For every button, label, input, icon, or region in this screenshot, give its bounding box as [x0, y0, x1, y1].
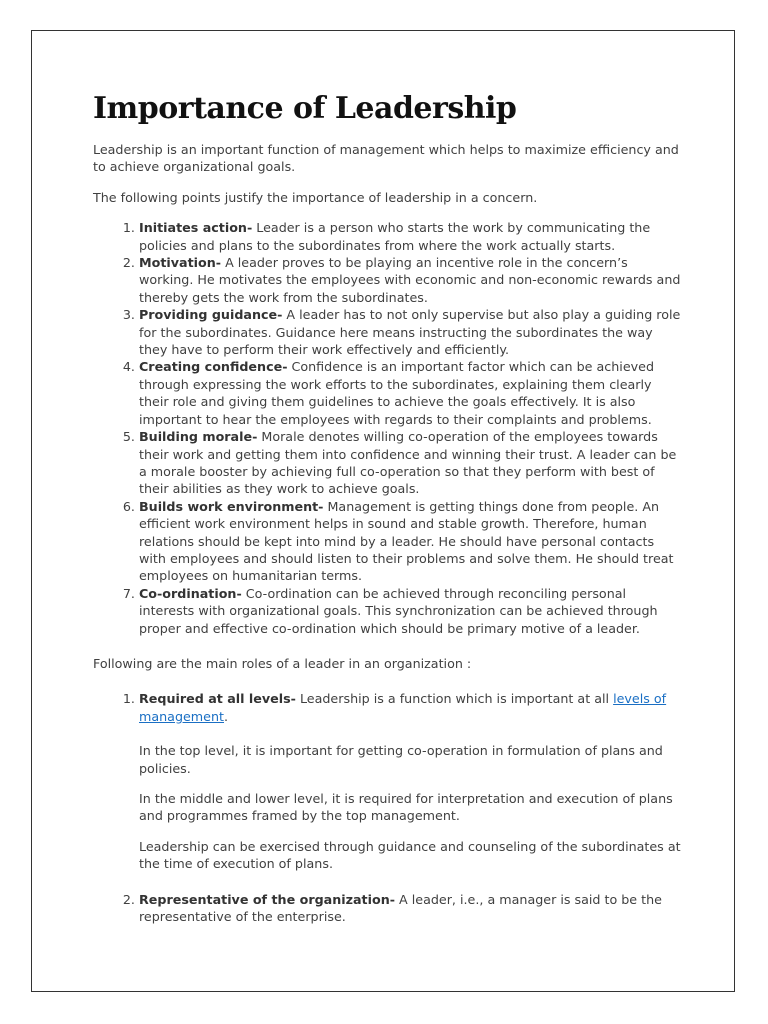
levels-of-management-link[interactable]: levels of management	[139, 691, 667, 724]
role-sub-paragraph: In the middle and lower level, it is required for interpretation and execution of plans and programmes framed by the top management.	[139, 791, 673, 824]
role-sub-paragraph: In the top level, it is important for getting co-operation in formulation of plans and policies.	[139, 743, 663, 776]
point-text: Management is getting things done from people. An efficient work environment helps in sound and stable growth. Therefore, human relations should be kept into mind by a leader. He should have personal contacts with employees and should listen to their problems and solve them. He should treat employees on humanitarian terms.	[139, 498, 674, 584]
list-item	[139, 891, 683, 926]
role-text: Leadership is a function which is important at all	[295, 691, 614, 707]
roles-intro-paragraph: Following are the main roles of a leader in an organization :	[93, 655, 472, 671]
role-term: Representative of the organization-	[139, 891, 395, 907]
point-text: A leader proves to be playing an incentive role in the concern’s working. He motivates the employees with economic and non-economic rewards and thereby gets the work from the subordinates.	[139, 255, 681, 305]
list-item	[139, 428, 683, 498]
roles-list	[93, 690, 683, 925]
point-text: Leader is a person who starts the work by communicating the policies and plans to the subordinates from where the work actually starts.	[139, 220, 651, 253]
role-sub-paragraph: Leadership can be exercised through guidance and counseling of the subordinates at the time of execution of plans.	[139, 838, 681, 872]
point-term: Builds work environment-	[139, 498, 324, 514]
point-term: Providing guidance-	[139, 307, 283, 323]
document-content	[93, 91, 683, 925]
justify-paragraph: The following points justify the importance of leadership in a concern.	[93, 189, 538, 205]
point-term: Co-ordination-	[139, 585, 242, 601]
page-title: Importance of Leadership	[93, 91, 517, 126]
point-term: Building morale-	[139, 429, 258, 445]
point-text: Co-ordination can be achieved through reconciling personal interests with organizational goals. This synchronization can be achieved through proper and effective co-ordination which should be primary motive of a leader.	[139, 585, 658, 636]
list-item	[139, 306, 683, 358]
role-text-end: .	[224, 708, 229, 724]
document-page	[31, 30, 735, 992]
list-item	[139, 690, 683, 872]
point-term: Creating confidence-	[139, 359, 288, 375]
list-item	[139, 498, 683, 585]
point-text: Confidence is an important factor which can be achieved through expressing the work efforts to the subordinates, explaining them clearly their role and giving them guidelines to achieve the goals effectively. It is also important to hear the employees with regards to their complaints and problems.	[139, 359, 655, 427]
list-item	[139, 585, 683, 637]
list-item	[139, 254, 683, 306]
point-text: A leader has to not only supervise but also play a guiding role for the subordinates. Guidance here means instructing the subordinates the way they have to perform their work effectively and efficiently.	[139, 307, 681, 358]
point-term: Motivation-	[139, 255, 222, 271]
list-item	[139, 358, 683, 428]
intro-paragraph: Leadership is an important function of management which helps to maximize efficiency and to achieve organizational goals.	[93, 142, 679, 175]
role-text: A leader, i.e., a manager is said to be the representative of the enterprise.	[139, 891, 662, 925]
point-text: Morale denotes willing co-operation of the employees towards their work and getting them into confidence and winning their trust. A leader can be a morale booster by achieving full co-operation so that they perform with best of their abilities as they work to achieve goals.	[139, 429, 677, 497]
point-term: Initiates action-	[139, 220, 253, 236]
list-item	[139, 219, 683, 254]
role-term: Required at all levels-	[139, 691, 296, 707]
importance-list	[93, 219, 683, 637]
